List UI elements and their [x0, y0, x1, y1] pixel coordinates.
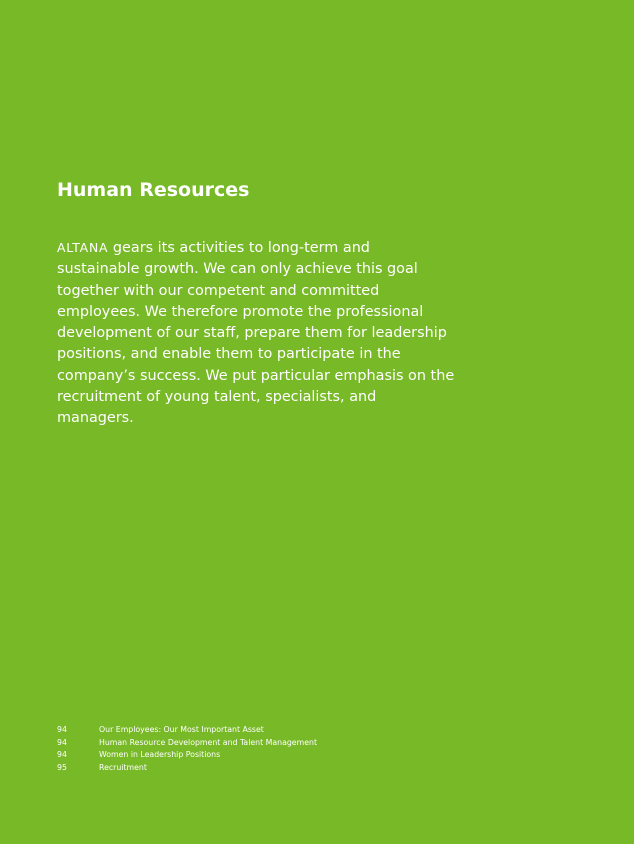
- intro-text: gears its activities to long-term and sustainable growth. We can only achieve this goal together with our competent and committed employees. We therefore promote the professional development of our staff, prepare them for leadership positions, and enable them to participate in the company’s success. We put particular emphasis on the recruitment of young talent, specialists, and managers.: [57, 240, 455, 427]
- contents-item: [57, 724, 477, 737]
- contents-page-number: 95: [57, 762, 67, 772]
- intro-paragraph: [57, 237, 457, 430]
- contents-page-number: 94: [57, 737, 67, 747]
- contents-label: Women in Leadership Positions: [99, 750, 221, 760]
- contents-label: Our Employees: Our Most Important Asset: [99, 725, 264, 734]
- contents-label: Recruitment: [99, 762, 147, 772]
- contents-list: [57, 724, 477, 774]
- contents-page-number: 94: [57, 725, 67, 734]
- contents-item: [57, 749, 477, 762]
- contents-item: [57, 762, 477, 775]
- contents-page-number: 94: [57, 750, 67, 760]
- page-title: Human Resources: [57, 179, 250, 201]
- company-name: ALTANA: [57, 240, 109, 255]
- contents-item: [57, 737, 477, 750]
- contents-label: Human Resource Development and Talent Management: [99, 737, 317, 747]
